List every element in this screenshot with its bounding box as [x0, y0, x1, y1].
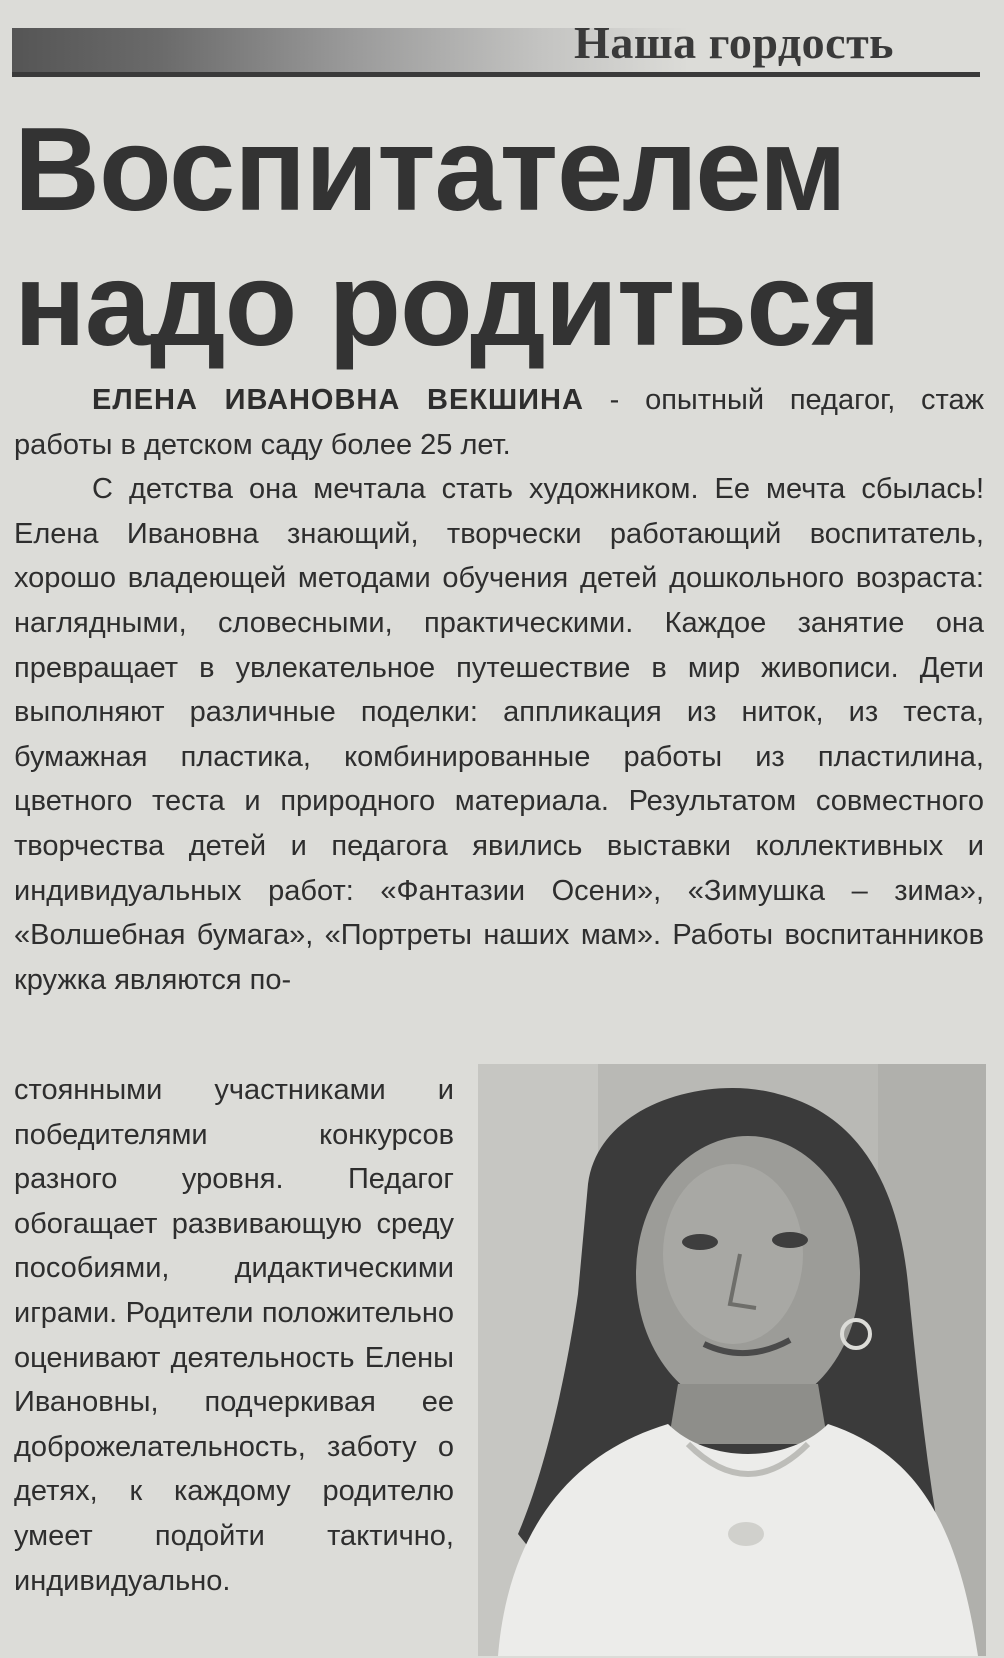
- lead-paragraph: [14, 378, 984, 467]
- continuation-paragraph: стоянными участниками и победителями конкурсов разного уровня. Педагог обогащает развивающую среду пособиями, дидактическими играми. Родители положительно оценивают деятельность Елены Ивановны, подчеркивая ее доброжелательность, заботу о детях, к каждому родителю умеет подойти тактично, индивидуально.: [14, 1074, 454, 1597]
- article-continuation: [14, 1068, 454, 1603]
- portrait-photo-icon: [478, 1064, 986, 1656]
- headline-line-1: Воспитателем: [14, 103, 846, 236]
- lead-name: ЕЛЕНА ИВАНОВНА ВЕКШИНА: [92, 384, 584, 416]
- article-body: [14, 378, 984, 1002]
- headline-line-2: надо родиться: [14, 238, 880, 371]
- article-paragraph: С детства она мечтала стать художником. Ее мечта сбылась! Елена Ивановна знающий, творчески работающий воспитатель, хорошо владеющей методами обучения детей дошкольного возраста: наглядными, словесными, практическими. Каждое занятие она превращает в увлекательное путешествие в мир живописи. Дети выполняют различные поделки: аппликация из ниток, из теста, бумажная пластика, комбинированные работы из пластилина, цветного теста и природного материала. Результатом совместного творчества детей и педагога явились выставки коллективных и индивидуальных работ: «Фантазии Осени», «Зимушка – зима», «Волшебная бумага», «Портреты наших мам». Работы воспитанников кружка являются по-: [14, 473, 984, 996]
- portrait-photo: [478, 1064, 986, 1656]
- rubric-title: Наша гордость: [574, 17, 894, 68]
- headline: [14, 102, 994, 372]
- lead-text: - опытный педагог, стаж работы в детском саду более 25 лет.: [14, 384, 984, 461]
- rubric-divider: [12, 72, 980, 77]
